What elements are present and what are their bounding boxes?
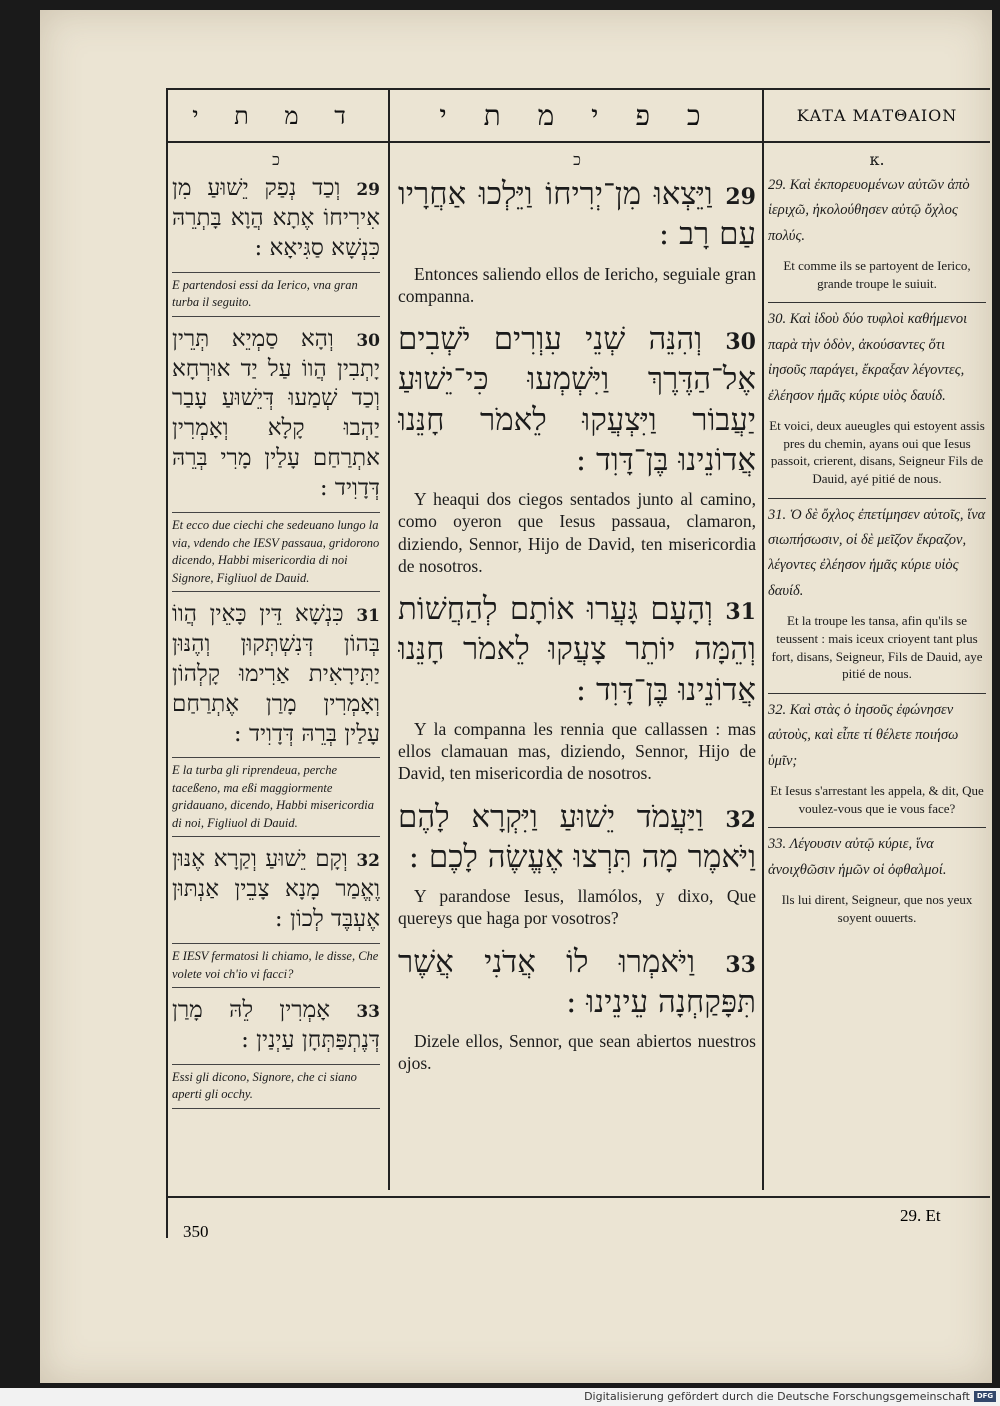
aramaic-verse — [172, 845, 380, 935]
verse-number: 29 — [725, 184, 756, 210]
hebrew-verse — [398, 942, 756, 1023]
separator — [768, 302, 986, 303]
page-number: 350 — [183, 1222, 209, 1241]
verse-number: 32 — [356, 851, 380, 872]
greek-column — [768, 150, 986, 936]
verse-text: וְהָא סַמְיֵא תְּרֵין יָתְבִין הֲווֹ עַל יַד אוּרְחָא וְכַד שְׁמַעוּ דְּיֵשׁוּעַ עָבַר יַהְבוּ קָלָא וְאָמְרִין אתְרַחַם עָלַין מָרִי בְּרֵהּ דְּדָוִיד : — [172, 325, 380, 502]
spanish-translation: Entonces saliendo ellos de Iericho, seguiale gran companna. — [398, 263, 756, 306]
french-translation: Et Iesus s'arrestant les appela, & dit, Que voulez-vous que ie vous face? — [770, 782, 984, 816]
aramaic-verse — [172, 996, 380, 1056]
greek-verse — [768, 503, 986, 605]
italian-translation: E IESV fermatosi li chiamo, le disse, Che volete voi ch'io vi facci? — [172, 943, 380, 988]
verse-text: וַיַּעֲמֹד יֵשׁוּעַ וַיִּקְרָא לָהֶם וַיֹּאמֶר מָה תִּרְצוּ אֶעֱשֶׂה לָכֶם : — [398, 798, 756, 875]
separator — [768, 693, 986, 694]
aramaic-verse — [172, 600, 380, 749]
french-translation: Et voici, deux aueugles qui estoyent assis pres du chemin, ayans oui que Iesus passoit, crierent, disans, Seigneur Fils de Dauid, ayé pitié de nous. — [769, 417, 985, 486]
hebrew-verse — [398, 797, 756, 878]
chapter-marker: כ — [272, 150, 280, 169]
greek-column-header: ΚΑΤΑ ΜΑΤΘΑΙΟΝ — [796, 106, 958, 125]
italian-translation: E la turba gli riprendeua, perche taceßeno, ma eßi maggiormente gridauano, dicendo, Habbi misericordia di noi, Figliuol di Dauid. — [172, 757, 380, 837]
hebrew-column — [398, 150, 756, 1087]
french-translation: Et la troupe les tansa, afin qu'ils se teussent : mais iceux crioyent tant plus fort, disans, Seigneur, Fils de Dauid, aye pitié de nous. — [771, 613, 983, 682]
bottom-rule — [168, 1196, 990, 1198]
hebrew-verse — [398, 589, 756, 710]
verse-text: וְהָעָם גָּעֲרוּ אוֹתָם לְהַחֲשׁוֹת וְהֵמָּה יוֹתֵר צָעֲקוּ לֵאמֹר חָנֵּנוּ אֲדוֹנֵינוּ בֶּן־דָּוִד : — [398, 591, 756, 708]
verse-number: 30 — [725, 329, 756, 356]
spanish-translation: Y la companna les rennia que callassen : mas ellos clamauan mas, diziendo, Sennor, Hijo de David, ten misericordia de nosotros. — [398, 718, 756, 784]
hebrew-verse — [398, 319, 756, 480]
verse-number: 32 — [725, 806, 756, 833]
spanish-translation: Y parandose Iesus, llamólos, y dixo, Que quereys que haga por vosotros? — [398, 886, 756, 929]
verse-number: 31. — [768, 506, 787, 523]
verse-number: 31 — [725, 599, 756, 626]
verse-text: וְכַד נְפַק יֵשׁוּעַ מִן אִירִיחוֹ אֶתָא הֲוָא בָּתְרֵהּ כִּנְשָׁא סַגִּיאָא : — [172, 175, 380, 261]
verse-number: 33. — [768, 836, 787, 853]
separator — [768, 498, 986, 499]
italian-translation: Essi gli dicono, Signore, che ci siano aperti gli occhy. — [172, 1064, 380, 1109]
chapter-marker: כ — [573, 150, 581, 169]
aramaic-column — [172, 150, 380, 1117]
verse-number: 29 — [356, 180, 380, 200]
footer-bar — [0, 1388, 1000, 1406]
verse-text: וְקָם יֵשׁוּעַ וְקַרָא אֶנּוּן וֶאֱמַר מָנָא צָבֵין אַנְתּוּן אֶעְבֶּד לְכוֹן : — [172, 846, 380, 933]
aramaic-verse — [172, 325, 380, 504]
separator — [768, 827, 986, 828]
chapter-marker: κ. — [869, 150, 885, 169]
top-rule — [168, 88, 990, 90]
funding-credit: Digitalisierung gefördert durch die Deutsche Forschungsgemeinschaft — [584, 1390, 970, 1403]
column-divider-right — [762, 88, 764, 1190]
spanish-translation: Y heaqui dos ciegos sentados junto al camino, como oyeron que Iesus passaua, clamaron, diziendo, Sennor, Hijo de David, ten misericordia de nosotros. — [398, 489, 756, 576]
french-translation: Et comme ils se partoyent de Ierico, grande troupe le suiuit. — [783, 258, 971, 291]
verse-number: 30. — [768, 311, 787, 328]
aramaic-column-header: ד מ ת י — [192, 102, 360, 130]
verse-text: וַיֵּצְאוּ מִן־יְרִיחוֹ וַיֵּלְכוּ אַחֲרָיו עַם רָב : — [398, 176, 756, 253]
italian-translation: Et ecco due ciechi che sedeuano lungo la via, vdendo che IESV passaua, gridorono dicendo, Habbi misericordia di noi Signore, Figliuol de Dauid. — [172, 512, 380, 592]
verse-text: Καὶ στὰς ὁ ἰησοῦς ἐφώνησεν αὐτοὺς, καὶ εἶπε τί θέλετε ποιήσω ὑμῖν; — [768, 701, 959, 769]
italian-translation: E partendosi essi da Ierico, vna gran turba il seguito. — [172, 272, 380, 317]
verse-number: 29. — [768, 177, 787, 193]
verse-text: Καὶ ἰδοὺ δύο τυφλοὶ καθήμενοι παρὰ τὴν ὁδὸν, ἀκούσαντες ὅτι ἰησοῦς παράγει, ἔκραξαν λέγοντες, ἐλέησον ἡμᾶς κύριε υἱὸς δαυίδ. — [768, 311, 968, 404]
catchword: 29. Et — [900, 1206, 941, 1225]
greek-verse — [768, 698, 986, 774]
verse-text: כִּנְשָׁא דֵּין כָּאֵין הֲווֹ בְּהוֹן דְּנִשְׁתְּקוּן וְהֶנּוּן יַתִּירָאִית אַרִימוּ קָלְהוֹן וְאָמְרִין מָרַן אֶתְרַחַם עָלַין בְּרֵהּ דְּדָוִיד : — [172, 601, 380, 747]
greek-verse — [768, 307, 986, 409]
dfg-logo: DFG — [974, 1391, 996, 1402]
header-rule — [168, 141, 990, 143]
verse-text: וַיֹּאמְרוּ לוֹ אֲדֹנִי אֲשֶׁר תִּפָּקַחְנָה עֵינֵינוּ : — [398, 943, 756, 1020]
spanish-translation: Dizele ellos, Sennor, que sean abiertos nuestros ojos. — [398, 1031, 756, 1074]
left-frame-rule — [166, 88, 168, 1238]
aramaic-verse — [172, 174, 380, 264]
greek-verse — [768, 173, 986, 249]
verse-number: 33 — [725, 951, 756, 978]
column-divider-left — [388, 88, 390, 1190]
french-translation: Ils lui dirent, Seigneur, que nos yeux soyent ouuerts. — [781, 892, 973, 925]
verse-text: וְהִנֵּה שְׁנֵי עִוְרִים יֹשְׁבִים אֶל־הַדֶּרֶךְ וַיִּשְׁמְעוּ כִּי־יֵשׁוּעַ יַעֲבוֹר וַיִּצְעֲקוּ לֵאמֹר חָנֵּנוּ אֲדוֹנֵינוּ בֶּן־דָּוִד : — [398, 321, 756, 478]
greek-verse — [768, 832, 986, 883]
verse-text: Ὁ δὲ ὄχλος ἐπετίμησεν αὐτοῖς, ἵνα σιωπήσωσιν, οἱ δὲ μεῖζον ἔκραζον, λέγοντες ἐλέησον ἡμᾶς κύριε υἱὸς δαυίδ. — [768, 506, 986, 599]
verse-number: 31 — [356, 606, 380, 627]
verse-text: אָמְרִין לֵהּ מָרַן דְּנֶתְפַּתְּחָן עַיְנַין : — [172, 997, 380, 1054]
verse-number: 33 — [356, 1002, 380, 1023]
hebrew-verse — [398, 174, 756, 255]
verse-text: Λέγουσιν αὐτῷ κύριε, ἵνα ἀνοιχθῶσιν ἡμῶν οἱ ὀφθαλμοί. — [768, 836, 947, 878]
verse-number: 32. — [768, 701, 787, 718]
verse-number: 30 — [356, 330, 380, 351]
verse-text: Καὶ ἐκπορευομένων αὐτῶν ἀπὸ ἱεριχῶ, ἠκολούθησεν αὐτῷ ὄχλος πολύς. — [768, 177, 970, 244]
hebrew-column-header: כ פ י מ ת י — [439, 99, 715, 132]
